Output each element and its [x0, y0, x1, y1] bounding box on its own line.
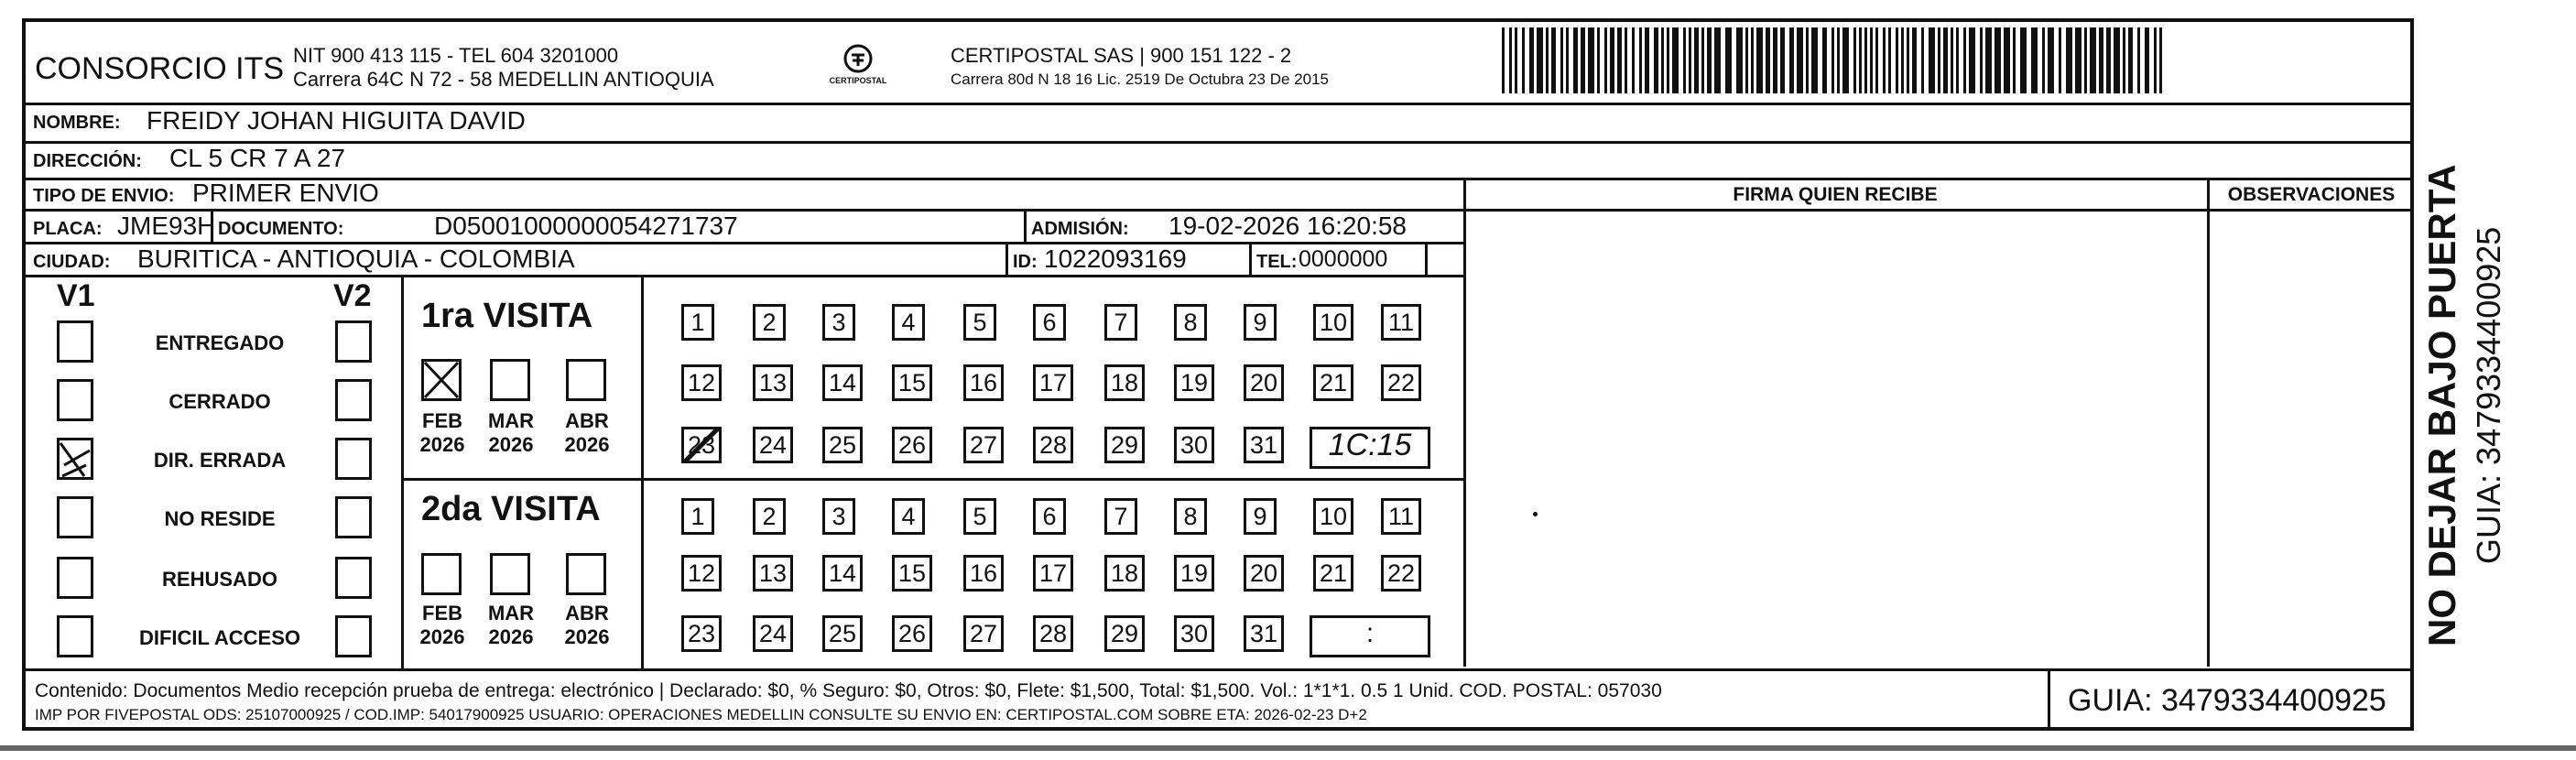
second-day-box[interactable]: 6	[1033, 498, 1066, 535]
second-day-box[interactable]: 28	[1033, 615, 1073, 652]
placa-label: PLACA:	[33, 219, 103, 239]
first-day-box[interactable]: 11	[1381, 304, 1421, 341]
second-time-box[interactable]: :	[1310, 615, 1430, 657]
first-day-box[interactable]: 4	[892, 304, 925, 341]
row-rule-1	[22, 141, 2414, 144]
nombre-value: FREIDY JOHAN HIGUITA DAVID	[147, 106, 526, 135]
first-month-name: FEB	[422, 409, 462, 432]
tel-divider	[1249, 244, 1252, 275]
v2-checkbox[interactable]	[335, 438, 372, 480]
footer-line-1: Contenido: Documentos Medio recepción prueba de entrega: electrónico | Declarado: $0, % Seguro: $0, Otros: $0, Flete: $1,500, Total: $1,500. Vol.: 1*1*1. 0.5 1 Unid. COD. POSTAL: 057030	[35, 680, 1662, 701]
second-day-box[interactable]: 1	[681, 498, 714, 535]
first-month-checkbox[interactable]	[566, 359, 606, 401]
first-day-box[interactable]: 10	[1313, 304, 1353, 341]
company-address: Carrera 64C N 72 - 58 MEDELLIN ANTIOQUIA	[293, 68, 714, 91]
first-day-box[interactable]: 17	[1033, 364, 1073, 401]
v2-checkbox[interactable]	[335, 496, 372, 538]
obs-left-edge	[2207, 179, 2210, 667]
footer-guia: GUIA: 3479334400925	[2068, 683, 2386, 718]
status-label: DIR. ERRADA	[153, 449, 287, 472]
first-day-box[interactable]: 31	[1244, 427, 1284, 463]
v1-checkbox[interactable]	[57, 615, 93, 657]
first-visit-title: 1ra VISITA	[421, 297, 593, 335]
side-warning: NO DEJAR BAJO PUERTA	[2420, 164, 2463, 646]
company-name: CONSORCIO ITS	[35, 51, 285, 86]
second-day-box[interactable]: 21	[1313, 555, 1353, 592]
second-day-box[interactable]: 4	[892, 498, 925, 535]
first-month-year: 2026	[419, 433, 465, 456]
placa-value: JME93H	[117, 212, 216, 240]
second-day-box[interactable]: 8	[1174, 498, 1207, 535]
footer-line-2: IMP POR FIVEPOSTAL ODS: 25107000925 / COD.IMP: 54017900925 USUARIO: OPERACIONES MEDELLIN CONSULTE SU ENVIO EN: CERTIPOSTAL.COM SOBRE ETA: 2026-02-23 D+2	[35, 706, 1367, 723]
scan-edge	[0, 745, 2576, 751]
nombre-label: NOMBRE:	[33, 113, 121, 133]
tel-right-edge	[1425, 244, 1428, 275]
v2-checkbox[interactable]	[335, 615, 372, 657]
second-day-box[interactable]: 20	[1244, 555, 1284, 592]
first-day-box[interactable]: 28	[1033, 427, 1073, 463]
second-month-year: 2026	[564, 625, 610, 648]
first-day-box[interactable]: 13	[753, 364, 793, 401]
second-day-box[interactable]: 30	[1174, 615, 1214, 652]
first-day-box[interactable]: 14	[822, 364, 863, 401]
id-label: ID:	[1013, 252, 1038, 272]
second-day-box[interactable]: 5	[963, 498, 996, 535]
side-guia: GUIA: 3479334400925	[2470, 226, 2507, 564]
v1-checkbox-marked[interactable]	[57, 438, 93, 480]
second-day-box[interactable]: 12	[681, 555, 722, 592]
first-day-box[interactable]: 5	[963, 304, 996, 341]
tel-label: TEL:	[1256, 252, 1298, 272]
certipostal-address: Carrera 80d N 18 16 Lic. 2519 De Octubra 23 De 2015	[951, 71, 1329, 88]
second-day-box[interactable]: 25	[822, 615, 863, 652]
second-month-name: FEB	[422, 602, 462, 624]
v2-checkbox[interactable]	[335, 557, 372, 599]
second-month-checkbox[interactable]	[421, 553, 462, 595]
first-day-box[interactable]: 12	[681, 364, 722, 401]
certipostal-logo	[829, 40, 887, 86]
documento-label: DOCUMENTO:	[218, 219, 344, 239]
first-day-box[interactable]: 8	[1174, 304, 1207, 341]
first-day-box[interactable]: 2	[753, 304, 786, 341]
v1-checkbox[interactable]	[57, 496, 93, 538]
second-month-checkbox[interactable]	[490, 553, 530, 595]
certipostal-line: CERTIPOSTAL SAS | 900 151 122 - 2	[951, 44, 1292, 67]
company-nit: NIT 900 413 115 - TEL 604 3201000	[293, 44, 619, 67]
status-label: DIFICIL ACCESO	[138, 626, 300, 649]
second-day-box[interactable]: 14	[822, 555, 863, 592]
first-day-box[interactable]: 6	[1033, 304, 1066, 341]
second-day-box[interactable]: 18	[1104, 555, 1145, 592]
first-day-box[interactable]: 9	[1244, 304, 1277, 341]
second-day-box[interactable]: 10	[1313, 498, 1353, 535]
first-day-box[interactable]: 16	[963, 364, 1004, 401]
id-divider	[1005, 244, 1008, 275]
v1-checkbox[interactable]	[57, 557, 93, 599]
footer-rule	[22, 668, 2414, 671]
visit-divider	[401, 478, 1465, 481]
signature-dot	[1533, 512, 1538, 516]
id-value: 1022093169	[1044, 244, 1187, 273]
status-label: NO RESIDE	[164, 507, 276, 530]
first-day-box[interactable]: 26	[892, 427, 932, 463]
second-day-box[interactable]: 23	[681, 615, 722, 652]
v1-checkbox[interactable]	[57, 320, 93, 363]
observaciones-header: OBSERVACIONES	[2227, 184, 2396, 205]
tipo-value: PRIMER ENVIO	[192, 179, 379, 207]
first-day-box[interactable]: 25	[822, 427, 863, 463]
row-rule-2	[22, 178, 2414, 180]
ciudad-label: CIUDAD:	[33, 252, 111, 272]
v2-checkbox[interactable]	[335, 379, 372, 421]
months-right-edge	[641, 275, 644, 668]
tel-value: 0000000	[1299, 246, 1388, 272]
second-day-box[interactable]: 24	[753, 615, 793, 652]
first-day-box[interactable]: 15	[892, 364, 932, 401]
first-day-box[interactable]: 24	[753, 427, 793, 463]
second-day-box[interactable]: 15	[892, 555, 932, 592]
admision-divider	[1024, 211, 1027, 242]
second-day-box[interactable]: 26	[892, 615, 932, 652]
first-month-checkbox[interactable]	[490, 359, 530, 401]
v1-checkbox[interactable]	[57, 379, 93, 421]
first-month-name: ABR	[565, 409, 609, 432]
first-day-box[interactable]: 30	[1174, 427, 1214, 463]
status-label: ENTREGADO	[155, 331, 285, 354]
logo-text: CERTIPOSTAL	[829, 76, 887, 85]
v2-label: V2	[333, 278, 372, 313]
first-month-checkbox-marked[interactable]	[421, 359, 462, 401]
v1-label: V1	[57, 278, 95, 313]
second-day-box[interactable]: 13	[753, 555, 793, 592]
second-month-name: MAR	[487, 602, 535, 624]
first-day-box[interactable]: 20	[1244, 364, 1284, 401]
status-label: REHUSADO	[162, 568, 277, 591]
first-day-box[interactable]: 22	[1381, 364, 1421, 401]
placa-divider	[211, 211, 213, 242]
header-rule	[22, 103, 2414, 105]
second-day-box[interactable]: 31	[1244, 615, 1284, 652]
second-month-year: 2026	[488, 625, 534, 648]
admision-label: ADMISIÓN:	[1031, 219, 1129, 239]
first-month-year: 2026	[488, 433, 534, 456]
second-day-box[interactable]: 19	[1174, 555, 1214, 592]
barcode	[1502, 27, 2179, 93]
second-day-box[interactable]: 9	[1244, 498, 1277, 535]
second-visit-title: 2da VISITA	[421, 490, 601, 528]
documento-value: D05001000000054271737	[434, 212, 738, 240]
first-month-name: MAR	[487, 409, 535, 432]
first-day-box-marked[interactable]: 23	[681, 427, 722, 463]
first-month-year: 2026	[564, 433, 610, 456]
status-label: CERRADO	[168, 390, 271, 413]
direccion-value: CL 5 CR 7 A 27	[169, 144, 345, 172]
admision-value: 19-02-2026 16:20:58	[1168, 212, 1407, 240]
second-day-box[interactable]: 11	[1381, 498, 1421, 535]
first-day-box[interactable]: 7	[1104, 304, 1137, 341]
first-day-box[interactable]: 29	[1104, 427, 1145, 463]
first-day-box[interactable]: 3	[822, 304, 855, 341]
second-day-box[interactable]: 17	[1033, 555, 1073, 592]
second-day-box[interactable]: 27	[963, 615, 1004, 652]
status-right-edge	[401, 275, 404, 668]
first-day-box[interactable]: 1	[681, 304, 714, 341]
first-day-box[interactable]: 18	[1104, 364, 1145, 401]
firma-header: FIRMA QUIEN RECIBE	[1733, 184, 1938, 205]
footer-guia-divider	[2048, 668, 2050, 729]
second-month-checkbox[interactable]	[566, 553, 606, 595]
v2-checkbox[interactable]	[335, 320, 372, 363]
second-day-box[interactable]: 22	[1381, 555, 1421, 592]
second-day-box[interactable]: 29	[1104, 615, 1145, 652]
first-day-box[interactable]: 21	[1313, 364, 1353, 401]
ciudad-value: BURITICA - ANTIOQUIA - COLOMBIA	[137, 244, 575, 273]
second-day-box[interactable]: 16	[963, 555, 1004, 592]
second-month-name: ABR	[565, 602, 609, 624]
second-day-box[interactable]: 2	[753, 498, 786, 535]
first-day-box[interactable]: 27	[963, 427, 1004, 463]
firma-left-edge	[1463, 179, 1466, 667]
direccion-label: DIRECCIÓN:	[33, 151, 142, 171]
first-time-box[interactable]: 1C:15	[1310, 427, 1430, 469]
first-day-box[interactable]: 19	[1174, 364, 1214, 401]
tipo-label: TIPO DE ENVIO:	[33, 186, 175, 206]
second-day-box[interactable]: 3	[822, 498, 855, 535]
row-rule-5	[22, 275, 1465, 277]
second-month-year: 2026	[419, 625, 465, 648]
second-day-box[interactable]: 7	[1104, 498, 1137, 535]
